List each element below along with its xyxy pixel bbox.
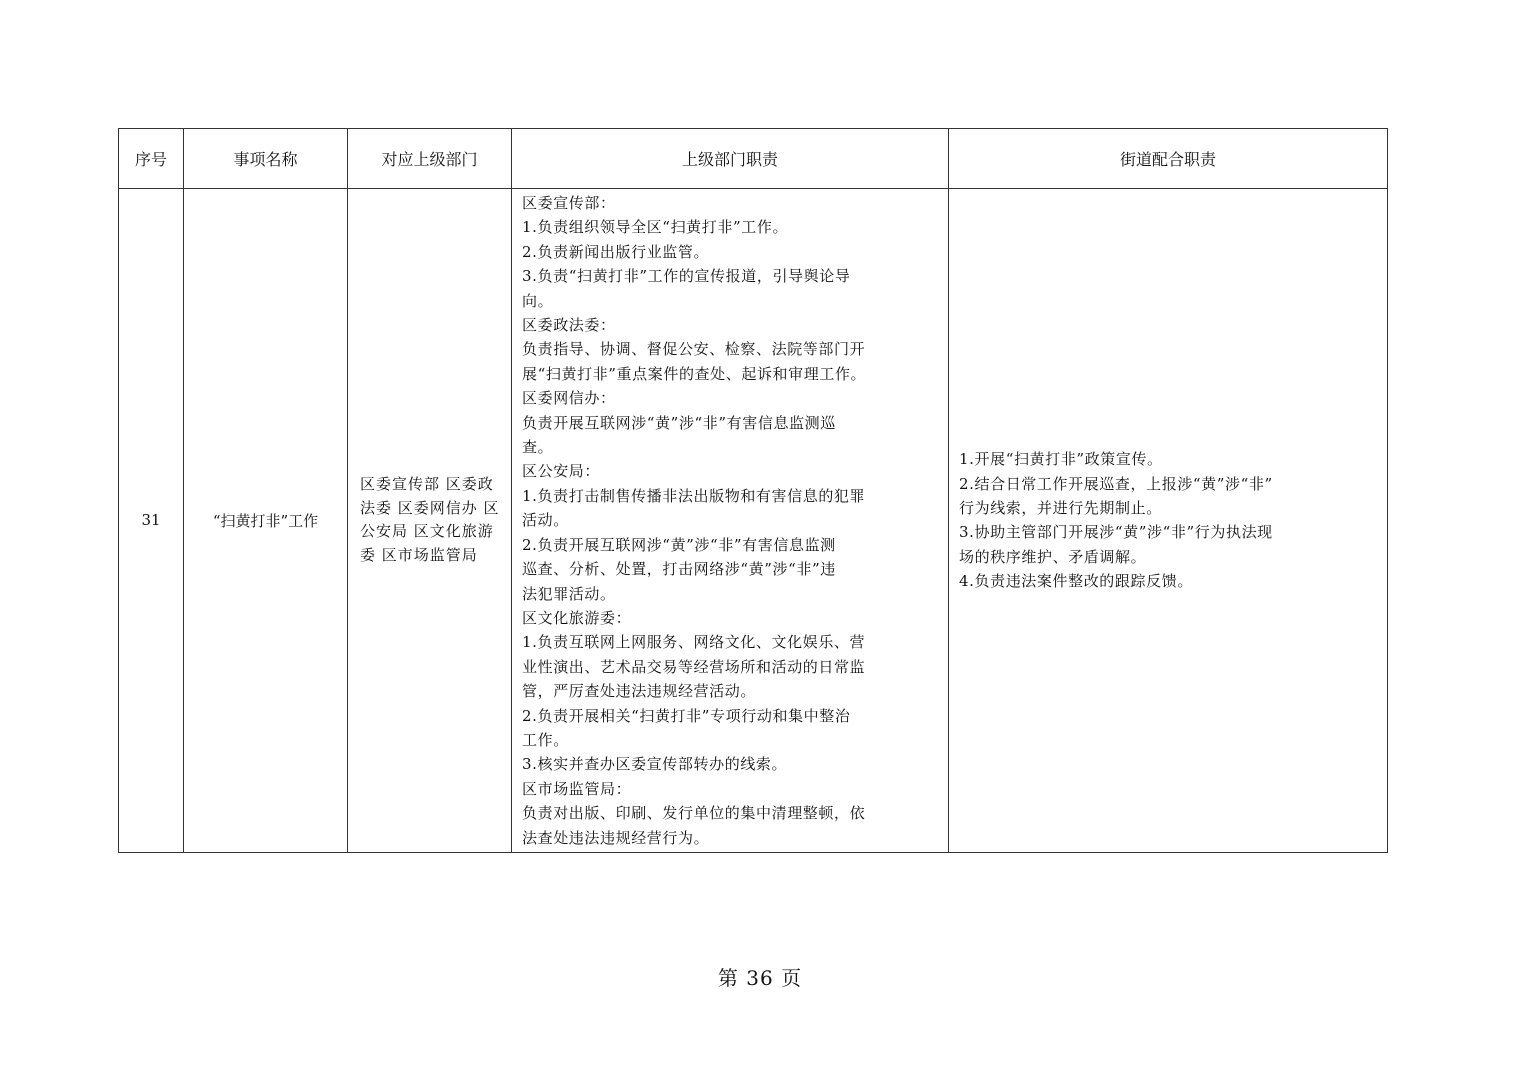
header-seq: 序号 <box>119 129 184 189</box>
street-duty-line: 4.负责违法案件整改的跟踪反馈。 <box>959 572 1193 591</box>
table-row <box>119 189 1388 853</box>
upper-duty-line: 1.负责互联网上网服务、网络文化、文化娱乐、营 <box>522 633 866 652</box>
upper-duty-line: 2.负责新闻出版行业监管。 <box>522 242 710 261</box>
table-header-row <box>119 129 1388 189</box>
upper-duty-line: 区市场监管局： <box>522 779 632 798</box>
row-seq: 31 <box>119 189 184 853</box>
upper-duty-line: 区文化旅游委： <box>522 608 632 627</box>
upper-duty-line: 1.负责打击制售传播非法出版物和有害信息的犯罪 <box>522 486 866 505</box>
upper-duty-line: 负责对出版、印刷、发行单位的集中清理整顿，依 <box>522 804 866 823</box>
header-upper-duties: 上级部门职责 <box>512 129 949 189</box>
upper-duty-line: 3.核实并查办区委宣传部转办的线索。 <box>522 755 788 774</box>
upper-duty-line: 向。 <box>522 291 554 310</box>
header-item-name: 事项名称 <box>184 129 348 189</box>
upper-duty-line: 区委网信办： <box>522 389 616 408</box>
upper-duty-line: 区委政法委： <box>522 316 616 335</box>
header-street-duties: 街道配合职责 <box>949 129 1388 189</box>
upper-duty-line: 活动。 <box>522 511 569 530</box>
page-number: 第 36 页 <box>717 966 803 990</box>
upper-duty-line: 3.负责“扫黄打非”工作的宣传报道，引导舆论导 <box>522 267 851 286</box>
row-item-name: “扫黄打非”工作 <box>184 189 348 853</box>
street-duty-line: 1.开展“扫黄打非”政策宣传。 <box>959 450 1163 469</box>
upper-duty-line: 查。 <box>522 438 554 457</box>
upper-duty-line: 管，严厉查处违法违规经营活动。 <box>522 682 757 701</box>
street-duty-line: 3.协助主管部门开展涉“黄”涉“非”行为执法现 <box>959 523 1273 542</box>
row-departments: 区委宣传部 区委政法委 区委网信办 区公安局 区文化旅游委 区市场监管局 <box>348 189 512 853</box>
upper-duty-line: 法查处违法违规经营行为。 <box>522 828 710 847</box>
duty-table <box>118 128 1388 853</box>
row-street-duties <box>949 189 1388 853</box>
street-duty-line: 2.结合日常工作开展巡查，上报涉“黄”涉“非” <box>959 474 1273 493</box>
upper-duty-line: 区委宣传部： <box>522 194 616 212</box>
upper-duty-line: 负责开展互联网涉“黄”涉“非”有害信息监测巡 <box>522 413 836 432</box>
upper-duty-line: 2.负责开展互联网涉“黄”涉“非”有害信息监测 <box>522 535 836 554</box>
upper-duty-line: 1.负责组织领导全区“扫黄打非”工作。 <box>522 218 789 237</box>
row-upper-duties <box>512 189 949 853</box>
header-upper-department: 对应上级部门 <box>348 129 512 189</box>
upper-duty-line: 2.负责开展相关“扫黄打非”专项行动和集中整治 <box>522 706 851 725</box>
upper-duty-line: 业性演出、艺术品交易等经营场所和活动的日常监 <box>522 657 866 676</box>
upper-duty-line: 区公安局： <box>522 462 601 481</box>
upper-duty-line: 法犯罪活动。 <box>522 584 616 603</box>
upper-duty-line: 负责指导、协调、督促公安、检察、法院等部门开 <box>522 340 866 359</box>
street-duty-line: 行为线索，并进行先期制止。 <box>959 499 1162 518</box>
upper-duty-line: 展“扫黄打非”重点案件的查处、起诉和审理工作。 <box>522 364 867 383</box>
upper-duty-line: 巡查、分析、处置，打击网络涉“黄”涉“非”违 <box>522 560 836 579</box>
street-duty-line: 场的秩序维护、矛盾调解。 <box>959 547 1147 566</box>
upper-duty-line: 工作。 <box>522 730 569 749</box>
